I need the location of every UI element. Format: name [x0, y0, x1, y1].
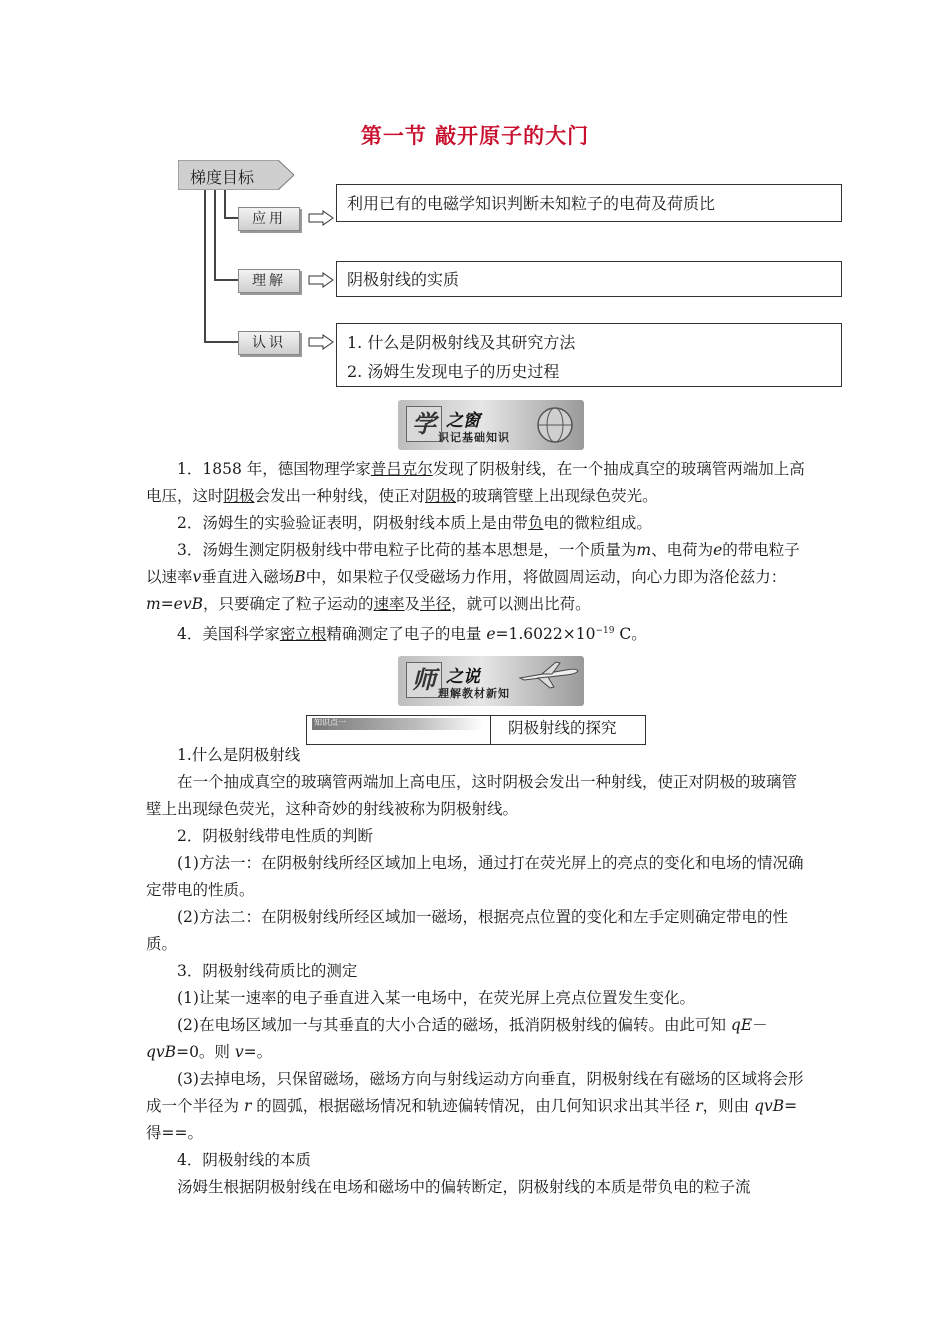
level-badge-understand: 理解 — [238, 269, 300, 293]
goal-box-know — [336, 323, 842, 387]
text-4: 汤姆生根据阴极射线在电场和磁场中的偏转断定，阴极射线的本质是带负电的粒子流 — [177, 1178, 751, 1196]
text-1: 在一个抽成真空的玻璃管两端加上高电压，这时阴极会发出一种射线，使正对阴极的玻璃管壁上出现绿色荧光，这种奇妙的射线被称为阴极射线。 — [146, 773, 798, 818]
level-badge-apply: 应用 — [238, 207, 300, 231]
banner-subtitle: 理解教材新知 — [438, 687, 510, 700]
text-3c: (3)去掉电场，只保留磁场，磁场方向与射线运动方向垂直，阴极射线在有磁场的区域将会形成一个半径为 r 的圆弧，根据磁场情况和轨迹偏转情况，由几何知识求出其半径 r，则由 qvB=得==。 — [146, 1070, 804, 1142]
hollow-arrow-icon — [308, 334, 334, 350]
banner-subtitle: 识记基础知识 — [438, 431, 510, 444]
heading-1: 1.什么是阴极射线 — [177, 746, 301, 764]
section-banner-teacher — [398, 656, 584, 706]
heading-2: 2．阴极射线带电性质的判断 — [177, 827, 373, 845]
tree-branch-line — [214, 279, 238, 281]
knowledge-point-tag-label: 知识点一 — [314, 718, 346, 727]
text-3b: (2)在电场区域加一与其垂直的大小合适的磁场，抵消阴极射线的偏转。由此可知 qE－qvB=0。则 v=。 — [146, 1016, 768, 1061]
teaching-section — [146, 742, 808, 1201]
tree-branch-line — [224, 217, 238, 219]
text-2b: (2)方法二：在阴极射线所经区域加一磁场，根据亮点位置的变化和左手定则确定带电的性质。 — [146, 908, 788, 953]
banner-title: 之说 — [446, 667, 480, 687]
tree-trunk-line-3 — [224, 190, 226, 218]
goal-text: 2. 汤姆生发现电子的历史过程 — [347, 362, 560, 381]
goal-text: 阴极射线的实质 — [347, 270, 460, 289]
section-banner-study — [398, 400, 584, 450]
goal-text: 1. 什么是阴极射线及其研究方法 — [347, 333, 576, 352]
airplane-icon — [516, 660, 580, 690]
knowledge-point-divider — [490, 715, 491, 745]
goal-tag-label: 梯度目标 — [190, 168, 255, 187]
heading-3: 3．阴极射线荷质比的测定 — [177, 962, 358, 980]
banner-title: 之窗 — [446, 411, 480, 431]
paragraph-1: 1．1858 年，德国物理学家普吕克尔发现了阴极射线，在一个抽成真空的玻璃管两端加上高电压，这时阴极会发出一种射线，使正对阴极的玻璃管壁上出现绿色荧光。 — [146, 460, 805, 505]
paragraph-4: 4．美国科学家密立根精确测定了电子的电量 $e=1.6022\times 10^{-19}$ C。 — [177, 625, 647, 644]
text-3a: (1)让某一速率的电子垂直进入某一电场中，在荧光屏上亮点位置发生变化。 — [177, 989, 695, 1007]
paragraph-2: 2．汤姆生的实验验证表明，阴极射线本质上是由带负电的微粒组成。 — [177, 514, 652, 532]
text-2a: (1)方法一：在阴极射线所经区域加上电场，通过打在荧光屏上的亮点的变化和电场的情况确定带电的性质。 — [146, 854, 804, 899]
page-title: 第一节 敲开原子的大门 — [360, 124, 590, 148]
banner-char: 学 — [406, 406, 442, 442]
goal-box-apply — [336, 184, 842, 222]
goal-text: 利用已有的电磁学知识判断未知粒子的电荷及荷质比 — [347, 194, 716, 213]
tree-branch-line — [204, 341, 238, 343]
hollow-arrow-icon — [308, 210, 334, 226]
tree-trunk-line-2 — [214, 190, 216, 280]
banner-char: 师 — [406, 662, 442, 698]
paragraph-3: 3．汤姆生测定阴极射线中带电粒子比荷的基本思想是，一个质量为m、电荷为e的带电粒子以速率v垂直进入磁场B中，如果粒子仅受磁场力作用，将做圆周运动，向心力即为洛伦兹力：m=evB，只要确定了粒子运动的速率及半径，就可以测出比荷。 — [146, 541, 800, 613]
hollow-arrow-icon — [308, 272, 334, 288]
level-badge-know: 认识 — [238, 331, 300, 355]
goal-box-understand — [336, 261, 842, 297]
knowledge-point-title: 阴极射线的探究 — [508, 719, 617, 737]
heading-4: 4．阴极射线的本质 — [177, 1151, 311, 1169]
tree-trunk-line — [204, 190, 206, 342]
basic-knowledge-section — [146, 456, 808, 648]
globe-icon — [534, 404, 576, 446]
